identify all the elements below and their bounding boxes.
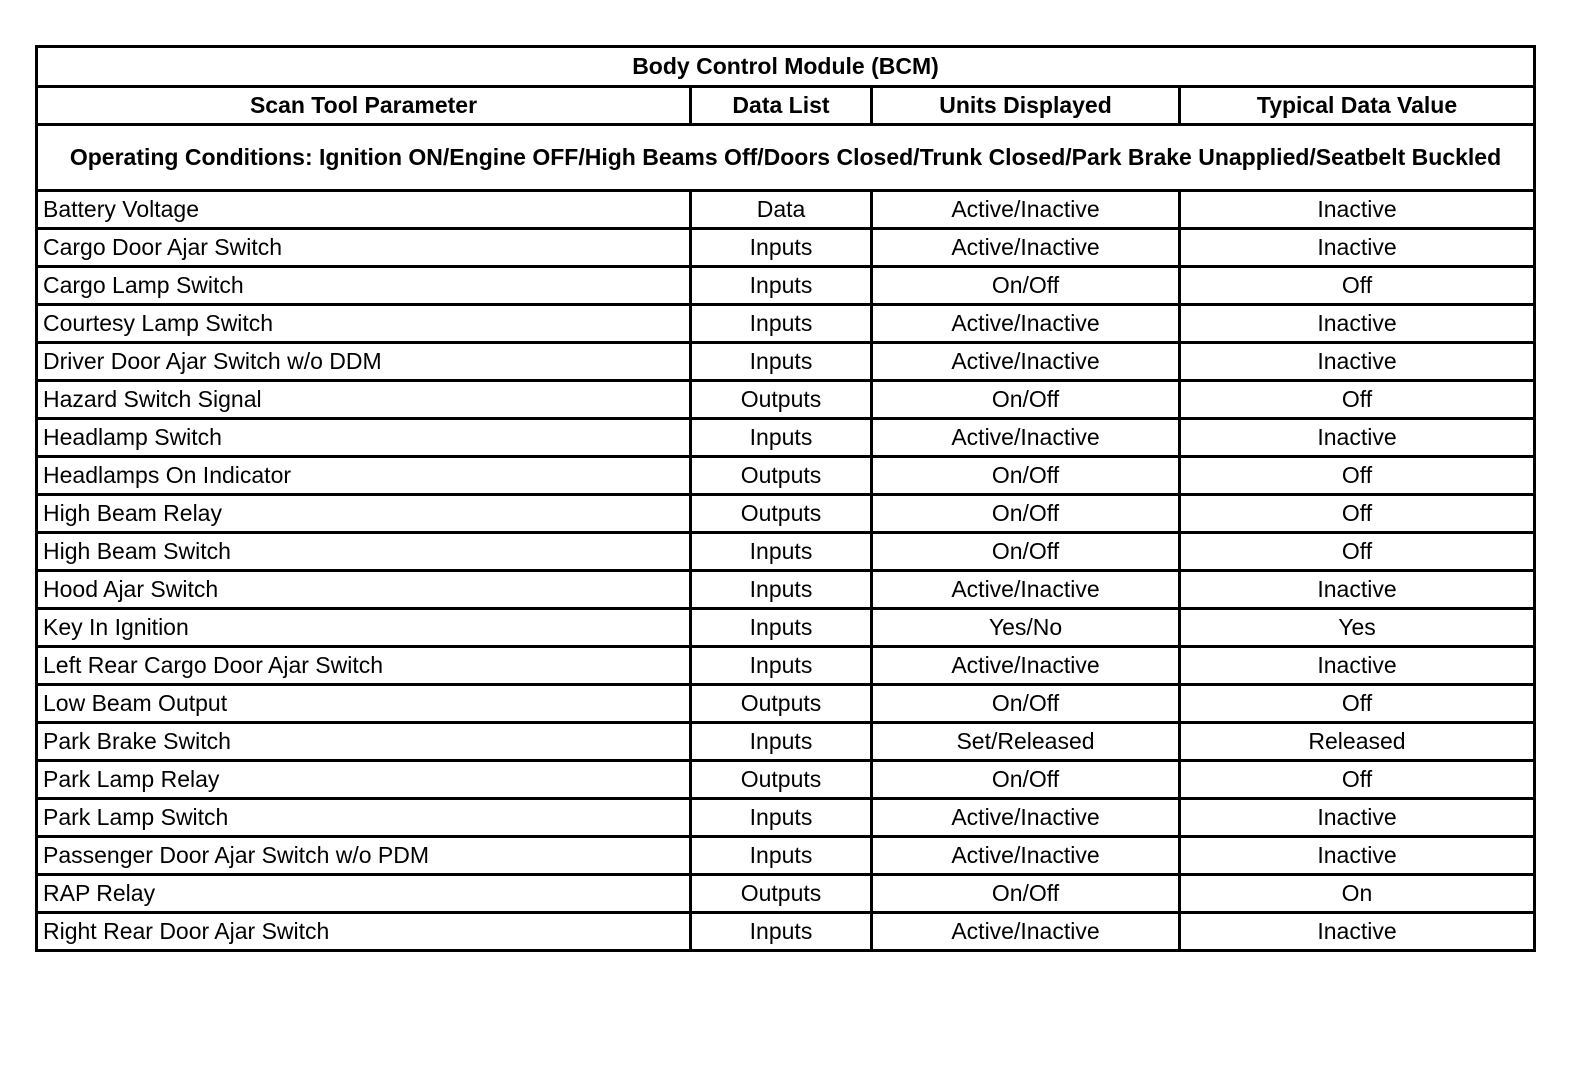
- typical-value-cell: On: [1180, 875, 1535, 913]
- header-units: Units Displayed: [872, 87, 1180, 125]
- typical-value-cell: Off: [1180, 457, 1535, 495]
- data-list-cell: Outputs: [691, 495, 872, 533]
- table-row: [37, 723, 1535, 761]
- parameter-cell: Cargo Lamp Switch: [37, 267, 691, 305]
- units-cell: Active/Inactive: [872, 229, 1180, 267]
- parameter-cell: Park Lamp Switch: [37, 799, 691, 837]
- parameter-cell: High Beam Relay: [37, 495, 691, 533]
- data-list-cell: Outputs: [691, 685, 872, 723]
- data-list-cell: Inputs: [691, 913, 872, 951]
- header-data-list: Data List: [691, 87, 872, 125]
- table-row: [37, 837, 1535, 875]
- data-list-cell: Inputs: [691, 533, 872, 571]
- typical-value-cell: Inactive: [1180, 305, 1535, 343]
- parameter-cell: Hood Ajar Switch: [37, 571, 691, 609]
- parameter-cell: High Beam Switch: [37, 533, 691, 571]
- parameter-cell: Park Lamp Relay: [37, 761, 691, 799]
- typical-value-cell: Inactive: [1180, 229, 1535, 267]
- units-cell: Active/Inactive: [872, 799, 1180, 837]
- units-cell: Active/Inactive: [872, 571, 1180, 609]
- parameter-cell: Key In Ignition: [37, 609, 691, 647]
- typical-value-cell: Inactive: [1180, 913, 1535, 951]
- data-list-cell: Inputs: [691, 229, 872, 267]
- typical-value-cell: Released: [1180, 723, 1535, 761]
- data-list-cell: Inputs: [691, 571, 872, 609]
- units-cell: On/Off: [872, 685, 1180, 723]
- units-cell: On/Off: [872, 533, 1180, 571]
- typical-value-cell: Inactive: [1180, 191, 1535, 229]
- units-cell: Yes/No: [872, 609, 1180, 647]
- data-list-cell: Inputs: [691, 267, 872, 305]
- data-list-cell: Data: [691, 191, 872, 229]
- units-cell: On/Off: [872, 267, 1180, 305]
- parameter-cell: Hazard Switch Signal: [37, 381, 691, 419]
- parameter-cell: Low Beam Output: [37, 685, 691, 723]
- units-cell: Active/Inactive: [872, 343, 1180, 381]
- parameter-cell: Passenger Door Ajar Switch w/o PDM: [37, 837, 691, 875]
- typical-value-cell: Inactive: [1180, 571, 1535, 609]
- operating-conditions: Operating Conditions: Ignition ON/Engine OFF/High Beams Off/Doors Closed/Trunk Closed/Park Brake Unapplied/Seatbelt Buckled: [37, 125, 1535, 191]
- data-list-cell: Inputs: [691, 799, 872, 837]
- parameter-cell: Courtesy Lamp Switch: [37, 305, 691, 343]
- table-row: [37, 875, 1535, 913]
- units-cell: Active/Inactive: [872, 913, 1180, 951]
- table-row: [37, 761, 1535, 799]
- table-row: [37, 305, 1535, 343]
- data-list-cell: Inputs: [691, 647, 872, 685]
- units-cell: Active/Inactive: [872, 837, 1180, 875]
- typical-value-cell: Off: [1180, 495, 1535, 533]
- header-parameter: Scan Tool Parameter: [37, 87, 691, 125]
- data-list-cell: Inputs: [691, 723, 872, 761]
- table-row: [37, 191, 1535, 229]
- table-row: [37, 799, 1535, 837]
- table-row: [37, 267, 1535, 305]
- data-list-cell: Outputs: [691, 381, 872, 419]
- units-cell: On/Off: [872, 381, 1180, 419]
- table-row: [37, 685, 1535, 723]
- data-list-cell: Outputs: [691, 761, 872, 799]
- typical-value-cell: Off: [1180, 533, 1535, 571]
- typical-value-cell: Off: [1180, 381, 1535, 419]
- data-list-cell: Inputs: [691, 343, 872, 381]
- bcm-data-table: [35, 45, 1536, 952]
- typical-value-cell: Inactive: [1180, 647, 1535, 685]
- parameter-cell: Left Rear Cargo Door Ajar Switch: [37, 647, 691, 685]
- data-list-cell: Inputs: [691, 837, 872, 875]
- table-row: [37, 419, 1535, 457]
- data-list-cell: Inputs: [691, 419, 872, 457]
- parameter-cell: Park Brake Switch: [37, 723, 691, 761]
- parameter-cell: Driver Door Ajar Switch w/o DDM: [37, 343, 691, 381]
- table-row: [37, 343, 1535, 381]
- typical-value-cell: Inactive: [1180, 343, 1535, 381]
- data-list-cell: Inputs: [691, 305, 872, 343]
- units-cell: Active/Inactive: [872, 647, 1180, 685]
- parameter-cell: RAP Relay: [37, 875, 691, 913]
- parameter-cell: Battery Voltage: [37, 191, 691, 229]
- units-cell: Active/Inactive: [872, 191, 1180, 229]
- typical-value-cell: Off: [1180, 685, 1535, 723]
- units-cell: Active/Inactive: [872, 419, 1180, 457]
- units-cell: On/Off: [872, 457, 1180, 495]
- parameter-cell: Headlamp Switch: [37, 419, 691, 457]
- data-list-cell: Outputs: [691, 457, 872, 495]
- typical-value-cell: Inactive: [1180, 419, 1535, 457]
- typical-value-cell: Off: [1180, 267, 1535, 305]
- typical-value-cell: Inactive: [1180, 799, 1535, 837]
- units-cell: On/Off: [872, 761, 1180, 799]
- table-row: [37, 457, 1535, 495]
- typical-value-cell: Inactive: [1180, 837, 1535, 875]
- units-cell: On/Off: [872, 495, 1180, 533]
- table-row: [37, 647, 1535, 685]
- table-row: [37, 533, 1535, 571]
- typical-value-cell: Yes: [1180, 609, 1535, 647]
- units-cell: On/Off: [872, 875, 1180, 913]
- table-row: [37, 913, 1535, 951]
- units-cell: Set/Released: [872, 723, 1180, 761]
- parameter-cell: Right Rear Door Ajar Switch: [37, 913, 691, 951]
- table-row: [37, 495, 1535, 533]
- table-row: [37, 381, 1535, 419]
- table-row: [37, 571, 1535, 609]
- typical-value-cell: Off: [1180, 761, 1535, 799]
- table-title: Body Control Module (BCM): [37, 47, 1535, 87]
- data-list-cell: Inputs: [691, 609, 872, 647]
- units-cell: Active/Inactive: [872, 305, 1180, 343]
- parameter-cell: Headlamps On Indicator: [37, 457, 691, 495]
- table-row: [37, 229, 1535, 267]
- table-row: [37, 609, 1535, 647]
- header-typical-value: Typical Data Value: [1180, 87, 1535, 125]
- parameter-cell: Cargo Door Ajar Switch: [37, 229, 691, 267]
- data-list-cell: Outputs: [691, 875, 872, 913]
